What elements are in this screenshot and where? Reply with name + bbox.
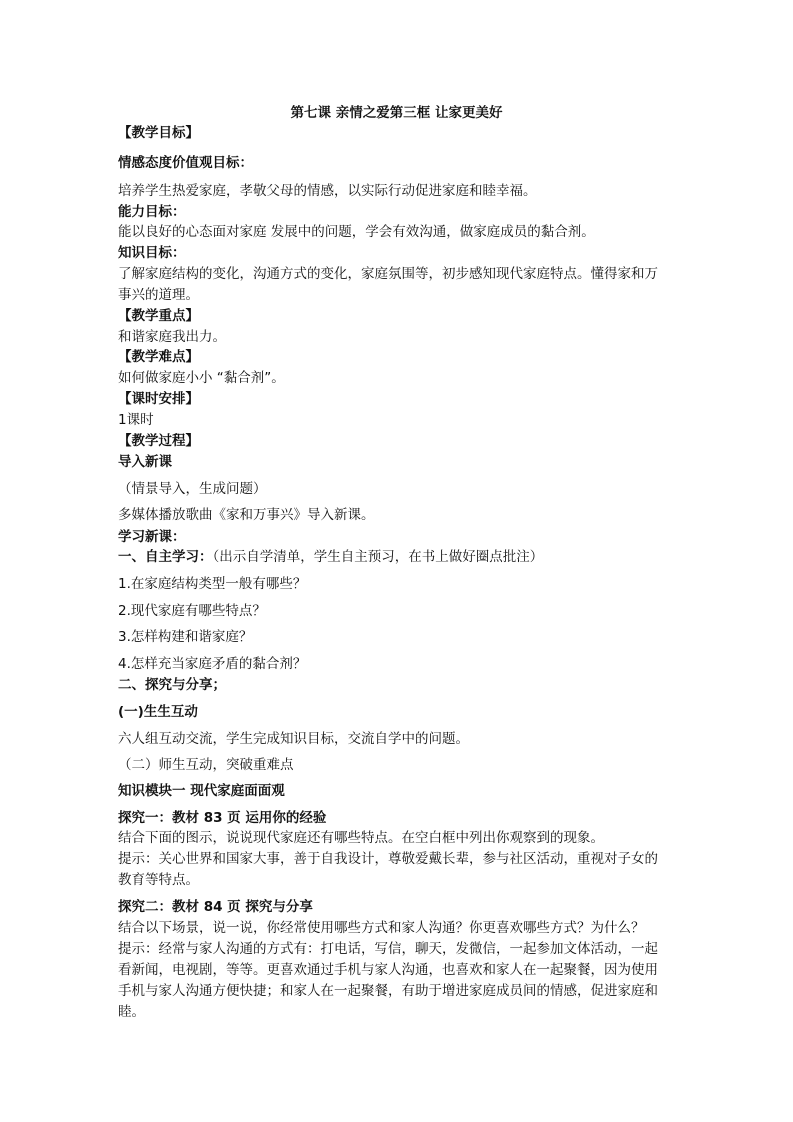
heading-schedule: 【课时安排】 — [118, 391, 199, 407]
text-line: 睦。 — [118, 1004, 145, 1020]
question-item: 4.怎样充当家庭矛盾的黏合剂？ — [118, 656, 307, 672]
text-line: 六人组互动交流，学生完成知识目标，交流自学中的问题。 — [118, 731, 469, 747]
self-study-label: 一、自主学习： — [118, 549, 213, 565]
self-study-note: （出示自学清单，学生自主预习，在书上做好圈点批注） — [212, 549, 544, 565]
subheading-explore-share: 二、探究与分享； — [118, 677, 226, 693]
text-line: 教育等特点。 — [118, 872, 199, 888]
subheading-knowledge-goal: 知识目标： — [118, 245, 186, 261]
text-line: 多媒体播放歌曲《家和万事兴》导入新课。 — [118, 507, 375, 523]
subheading-explore-one: 探究一：教材 83 页 运用你的经验 — [118, 810, 327, 826]
text-line: 结合以下场景，说一说，你经常使用哪些方式和家人沟通？你更喜欢哪些方式？为什么？ — [118, 920, 645, 936]
text-line: 能以良好的心态面对家庭 发展中的问题，学会有效沟通，做家庭成员的黏合剂。 — [118, 224, 595, 240]
text-line: 看新闻，电视剧，等等。更喜欢通过手机与家人沟通，也喜欢和家人在一起聚餐，因为使用 — [118, 962, 658, 978]
subheading-student-interaction: (一)生生互动 — [118, 704, 198, 720]
question-item: 1.在家庭结构类型一般有哪些？ — [118, 576, 307, 592]
text-line: 培养学生热爱家庭，孝敬父母的情感，以实际行动促进家庭和睦幸福。 — [118, 183, 537, 199]
subheading-module-one: 知识模块一 现代家庭面面观 — [118, 783, 285, 799]
subheading-ability-goal: 能力目标： — [118, 204, 186, 220]
text-line: 提示：关心世界和国家大事，善于自我设计，尊敬爱戴长辈，参与社区活动，重视对子女的 — [118, 851, 658, 867]
subheading-new-lesson: 学习新课： — [118, 529, 186, 545]
subheading-emotion-goal: 情感态度价值观目标： — [118, 155, 253, 171]
document-title: 第七课 亲情之爱第三框 让家更美好 — [290, 105, 503, 121]
heading-process: 【教学过程】 — [118, 433, 199, 449]
question-item: 2.现代家庭有哪些特点？ — [118, 603, 266, 619]
heading-difficulties: 【教学难点】 — [118, 349, 199, 365]
text-line: （情景导入，生成问题） — [118, 481, 267, 497]
text-line: 1课时 — [118, 412, 154, 428]
question-item: 3.怎样构建和谐家庭？ — [118, 629, 253, 645]
heading-teaching-goals: 【教学目标】 — [118, 125, 199, 141]
text-line: 和谐家庭我出力。 — [118, 329, 226, 345]
text-line: （二）师生互动，突破重难点 — [118, 757, 294, 773]
heading-key-points: 【教学重点】 — [118, 308, 199, 324]
text-line: 事兴的道理。 — [118, 287, 199, 303]
text-line: 提示：经常与家人沟通的方式有：打电话，写信，聊天，发微信，一起参加文体活动，一起 — [118, 941, 658, 957]
subheading-intro: 导入新课 — [118, 454, 172, 470]
subheading-explore-two: 探究二：教材 84 页 探究与分享 — [118, 899, 313, 915]
text-line: 手机与家人沟通方便快捷；和家人在一起聚餐，有助于增进家庭成员间的情感，促进家庭和 — [118, 983, 658, 999]
text-line: 如何做家庭小小 “黏合剂”。 — [118, 370, 285, 386]
text-line-self-study — [118, 548, 543, 566]
text-line: 了解家庭结构的变化，沟通方式的变化，家庭氛围等，初步感知现代家庭特点。懂得家和万 — [118, 266, 658, 282]
text-line: 结合下面的图示，说说现代家庭还有哪些特点。在空白框中列出你观察到的现象。 — [118, 830, 604, 846]
